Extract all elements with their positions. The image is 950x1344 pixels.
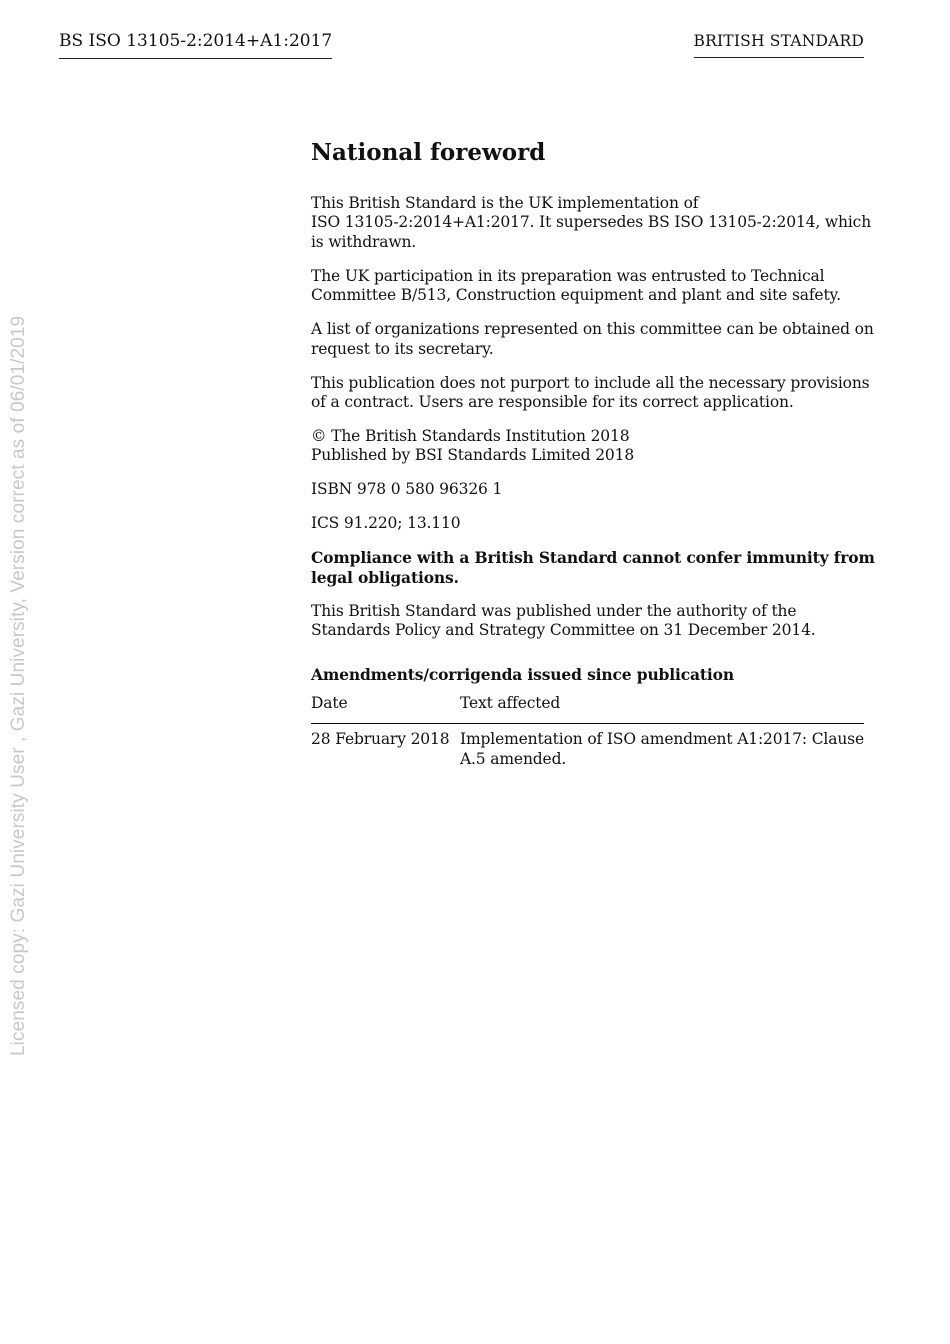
table-header-row bbox=[311, 694, 864, 724]
page-title: National foreword bbox=[311, 139, 546, 166]
participation-paragraph bbox=[311, 267, 867, 306]
authority-paragraph bbox=[311, 602, 867, 641]
paragraph-line: This British Standard is the UK implementation of bbox=[311, 194, 699, 212]
ics bbox=[311, 514, 867, 533]
paragraph-line: The UK participation in its preparation was entrusted to Technical bbox=[311, 266, 825, 285]
amendments-heading: Amendments/corrigenda issued since publication bbox=[311, 664, 734, 684]
compliance-statement bbox=[311, 548, 875, 587]
amendment-text-line: A.5 amended. bbox=[459, 749, 567, 768]
license-watermark: Licensed copy: Gazi University User , Gazi University, Version correct as of 06/01/2019 bbox=[8, 315, 29, 1056]
british-standard-header: BRITISH STANDARD bbox=[694, 31, 865, 58]
paragraph-line: Committee B/513, Construction equipment and plant and site safety. bbox=[311, 286, 841, 305]
copyright-paragraph bbox=[311, 427, 867, 466]
amendments-table bbox=[311, 694, 864, 769]
paragraph-line: Compliance with a British Standard cannot confer immunity from bbox=[311, 548, 875, 568]
paragraph-line: This British Standard was published under the authority of the bbox=[311, 601, 797, 620]
amendment-date: 28 February 2018 bbox=[311, 730, 450, 749]
paragraph-line: This publication does not purport to include all the necessary provisions bbox=[311, 373, 870, 392]
paragraph-line: request to its secretary. bbox=[311, 339, 494, 358]
national-foreword-section bbox=[311, 138, 875, 769]
paragraph-line: ISO 13105-2:2014+A1:2017. It supersedes BS ISO 13105-2:2014, which bbox=[311, 213, 872, 232]
isbn-line: ISBN 978 0 580 96326 1 bbox=[311, 480, 503, 499]
provisions-paragraph bbox=[311, 373, 870, 413]
document-id-header: BS ISO 13105-2:2014+A1:2017 bbox=[59, 30, 332, 59]
implementation-paragraph bbox=[311, 194, 872, 252]
organizations-paragraph bbox=[311, 320, 874, 359]
paragraph-line: is withdrawn. bbox=[311, 232, 417, 251]
copyright-line: © The British Standards Institution 2018 bbox=[311, 427, 630, 446]
publisher-line: Published by BSI Standards Limited 2018 bbox=[311, 446, 635, 465]
column-header-date: Date bbox=[311, 694, 460, 724]
paragraph-line: legal obligations. bbox=[311, 567, 459, 587]
paragraph-line: A list of organizations represented on this committee can be obtained on bbox=[311, 320, 874, 339]
amendment-text-line: Implementation of ISO amendment A1:2017: Clause bbox=[459, 730, 864, 749]
amendment-text bbox=[460, 724, 864, 769]
paragraph-line: Standards Policy and Strategy Committee on 31 December 2014. bbox=[311, 621, 816, 640]
isbn bbox=[311, 480, 867, 499]
column-header-text-affected: Text affected bbox=[460, 694, 864, 724]
table-row bbox=[311, 724, 864, 769]
ics-line: ICS 91.220; 13.110 bbox=[311, 514, 461, 533]
paragraph-line: of a contract. Users are responsible for its correct application. bbox=[311, 393, 794, 412]
